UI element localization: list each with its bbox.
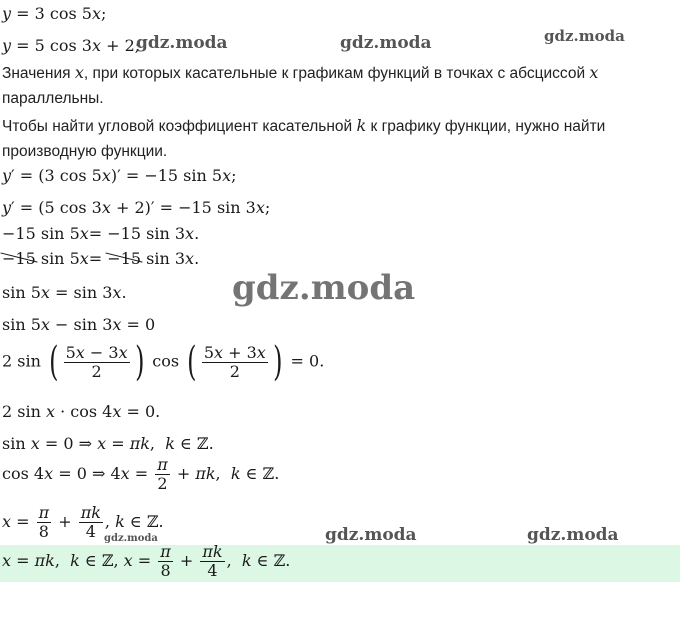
- derivative-2: y′ = (5 cos 3x + 2)′ = −15 sin 3x;: [2, 198, 271, 217]
- watermark: gdz.moda: [325, 525, 417, 545]
- equation-x-cos-roots: x = $\frac{\pi}{8}$ + $\frac{\pi k}{4}$ , k ∈ ℤ.: [2, 503, 164, 541]
- slope-text-line2: производную функции.: [2, 143, 168, 160]
- slope-text-line1: Чтобы найти угловой коэффициент касательной k к графику функции, нужно найти: [2, 116, 606, 135]
- equation-y2: y = 5 cos 3x + 2;: [2, 36, 141, 55]
- equation-sin-equal: sin 5x = sin 3x.: [2, 283, 127, 302]
- intro-text-line2: параллельны.: [2, 90, 104, 107]
- watermark: gdz.moda: [340, 33, 432, 53]
- equation-y1: y = 3 cos 5x;: [2, 4, 107, 23]
- watermark: gdz.moda: [136, 33, 228, 53]
- equation-cancel: −15 sin 5x= −15 sin 3x.: [2, 249, 200, 268]
- answer-line: x = πk, k ∈ ℤ, x = $\frac{\pi}{8}$ + $\frac{\pi k}{4}$ , k ∈ ℤ.: [2, 542, 291, 580]
- equation-sinx-zero: sin x = 0 ⇒ x = πk, k ∈ ℤ.: [2, 434, 214, 453]
- derivative-1: y′ = (3 cos 5x)′ = −15 sin 5x;: [2, 166, 237, 185]
- equation-equal-derivatives: −15 sin 5x= −15 sin 3x.: [2, 224, 200, 243]
- equation-product: 2 sin x · cos 4x = 0.: [2, 402, 161, 421]
- equation-sum-to-product: 2 sin ( $\frac{5x - 3x}{2}$ ) cos ( $\frac{5x + 3x}{2}$ ) = 0.: [2, 339, 325, 385]
- watermark: gdz.moda: [527, 525, 619, 545]
- equation-sin-diff: sin 5x − sin 3x = 0: [2, 315, 156, 334]
- watermark: gdz.moda: [232, 268, 416, 308]
- watermark: gdz.moda: [544, 27, 625, 45]
- intro-text-line1: Значения x, при которых касательные к графикам функций в точках с абсциссой x: [2, 63, 599, 82]
- equation-cos4x-zero: cos 4x = 0 ⇒ 4x = $\frac{\pi}{2}$ + πk, k ∈ ℤ.: [2, 455, 280, 493]
- watermark: gdz.moda: [104, 533, 158, 544]
